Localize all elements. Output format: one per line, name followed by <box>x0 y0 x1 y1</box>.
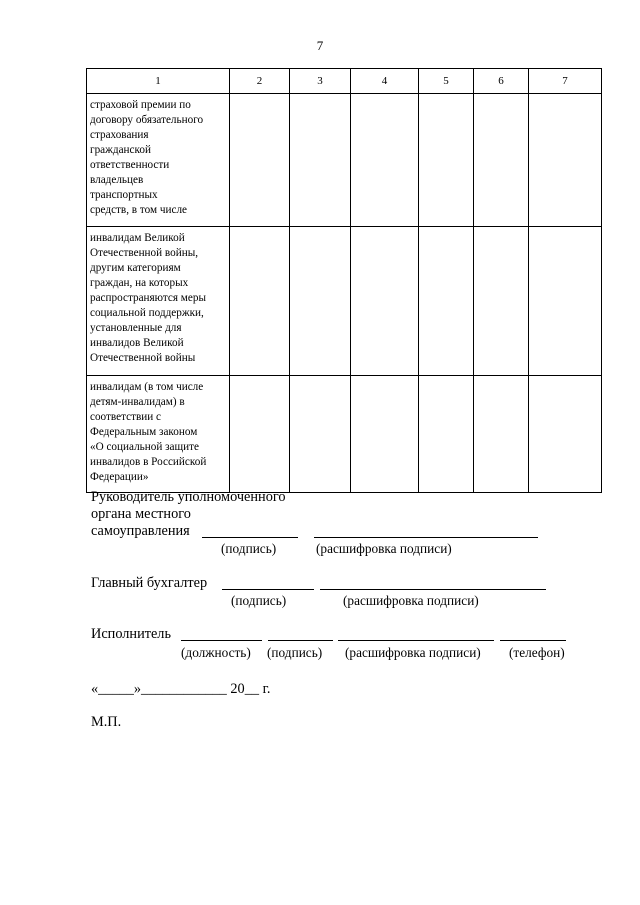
head-label-line3: самоуправления <box>91 523 190 539</box>
row-description: инвалидам Великой Отечественной войны, другим категориям граждан, на которых распространяются меры социальной поддержки, установленные для инвалидов Великой Отечественной войны <box>87 227 230 376</box>
table-cell <box>529 376 602 493</box>
executor-label: Исполнитель <box>91 626 171 642</box>
table-cell <box>474 376 529 493</box>
table-cell <box>419 94 474 227</box>
head-sign-caption: (подпись) <box>221 541 277 556</box>
column-header: 3 <box>290 69 351 94</box>
table-cell <box>474 94 529 227</box>
column-header: 7 <box>529 69 602 94</box>
table-cell <box>529 94 602 227</box>
table-cell <box>290 94 351 227</box>
executor-position-line <box>181 640 262 641</box>
accountant-signature-line <box>222 589 314 590</box>
report-table <box>86 68 602 493</box>
head-decode-line <box>314 537 538 538</box>
table-cell <box>529 227 602 376</box>
executor-position-caption: (должность) <box>181 645 251 660</box>
head-signature-line <box>202 537 298 538</box>
table-cell <box>419 227 474 376</box>
accountant-sign-caption: (подпись) <box>231 593 287 608</box>
accountant-decode-line <box>320 589 546 590</box>
column-header: 4 <box>351 69 419 94</box>
table-cell <box>290 376 351 493</box>
table-cell <box>351 94 419 227</box>
column-header: 1 <box>87 69 230 94</box>
table-cell <box>474 227 529 376</box>
stamp-mark: М.П. <box>91 714 122 730</box>
table-cell <box>351 227 419 376</box>
table-cell <box>230 94 290 227</box>
row-description: страховой премии по договору обязательного страхования гражданской ответственности владельцев транспортных средств, в том числе <box>87 94 230 227</box>
page-number: 7 <box>316 38 324 53</box>
accountant-decode-caption: (расшифровка подписи) <box>343 593 479 608</box>
row-description: инвалидам (в том числе детям-инвалидам) в соответствии с Федеральным законом «О социальной защите инвалидов в Российской Федерации» <box>87 376 230 493</box>
table-cell <box>230 227 290 376</box>
head-label-line1: Руководитель уполномоченного <box>91 489 286 505</box>
executor-phone-line <box>500 640 566 641</box>
executor-decode-caption: (расшифровка подписи) <box>345 645 481 660</box>
table-row <box>87 94 602 227</box>
column-header: 6 <box>474 69 529 94</box>
table-cell <box>351 376 419 493</box>
column-header: 2 <box>230 69 290 94</box>
column-header: 5 <box>419 69 474 94</box>
table-header-row <box>87 69 602 94</box>
table-row <box>87 227 602 376</box>
head-label-line2: органа местного <box>91 506 191 522</box>
executor-signature-line <box>268 640 333 641</box>
executor-decode-line <box>338 640 494 641</box>
date-line: «_____»____________ 20__ г. <box>91 681 271 697</box>
table-row <box>87 376 602 493</box>
table-cell <box>419 376 474 493</box>
table-cell <box>230 376 290 493</box>
executor-sign-caption: (подпись) <box>267 645 323 660</box>
head-decode-caption: (расшифровка подписи) <box>316 541 452 556</box>
accountant-label: Главный бухгалтер <box>91 575 208 591</box>
table-cell <box>290 227 351 376</box>
executor-phone-caption: (телефон) <box>509 645 565 660</box>
